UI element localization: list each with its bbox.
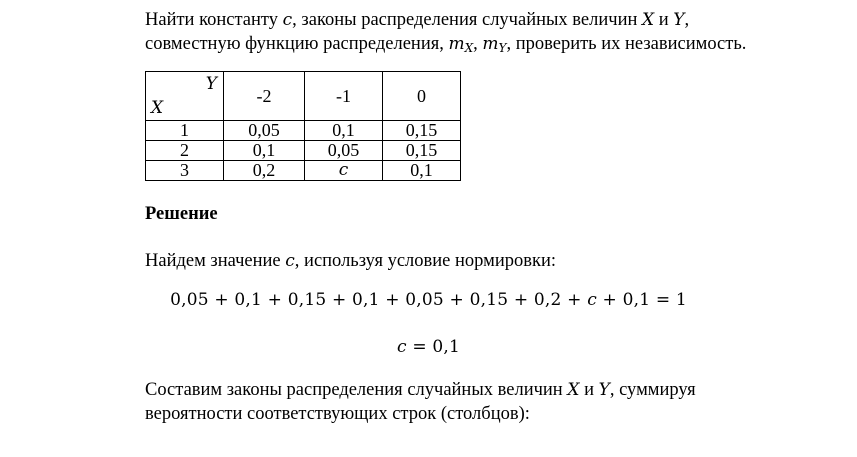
table-cell: 0,1 [224, 141, 305, 161]
mean-y: $m_Y$ [482, 34, 507, 55]
mean-x: $m_X$ [448, 34, 474, 55]
table-cell: 0,05 [305, 141, 383, 161]
problem-line-2: совместную функцию распределения, $m_X$, $m_Y$, проверить их независимость. [145, 34, 747, 55]
column-header: -1 [305, 72, 383, 121]
corner-y-label: Y [205, 74, 217, 94]
row-header: 3 [146, 161, 224, 181]
var-c: c [285, 251, 295, 271]
table-row [146, 161, 461, 181]
joint-distribution-table [145, 71, 461, 181]
table-cell: 0,1 [383, 161, 461, 181]
table-cell: 0,15 [383, 141, 461, 161]
table-row [146, 141, 461, 161]
normalization-equation: 0,05 + 0,1 + 0,15 + 0,1 + 0,05 + 0,15 + 0,2 + c + 0,1 = 1 [170, 290, 687, 310]
var-y: Y [673, 10, 685, 30]
distribution-sentence [145, 378, 762, 426]
column-header: -2 [224, 72, 305, 121]
normalization-sentence: Найдем значение c, используя условие нормировки: [145, 251, 556, 271]
row-header: 2 [146, 141, 224, 161]
var-c: c [282, 10, 293, 30]
distribution-line-2: вероятности соответствующих строк (столбцов): [145, 404, 530, 424]
c-value-equation: c = 0,1 [396, 337, 461, 357]
column-header: 0 [383, 72, 461, 121]
table-row [146, 121, 461, 141]
var-c: c [396, 337, 407, 357]
var-c: c [587, 290, 597, 310]
var-x: X [642, 10, 655, 30]
row-header: 1 [146, 121, 224, 141]
table-cell: 0,1 [305, 121, 383, 141]
table-cell: 0,15 [383, 121, 461, 141]
distribution-line-1: Составим законы распределения случайных величин X и Y, суммируя [145, 380, 696, 400]
table-cell: 0,05 [224, 121, 305, 141]
var-x: X [567, 380, 580, 400]
corner-x-label: X [151, 98, 164, 118]
var-y: Y [598, 380, 610, 400]
solution-heading: Решение [145, 204, 218, 224]
problem-line-1: Найти константу c, законы распределения случайных величин X и Y, [145, 10, 690, 30]
problem-statement [145, 8, 762, 56]
table-header-row [146, 72, 461, 121]
table-corner-cell [146, 72, 224, 121]
table-cell-unknown: c [305, 161, 383, 181]
table-cell: 0,2 [224, 161, 305, 181]
